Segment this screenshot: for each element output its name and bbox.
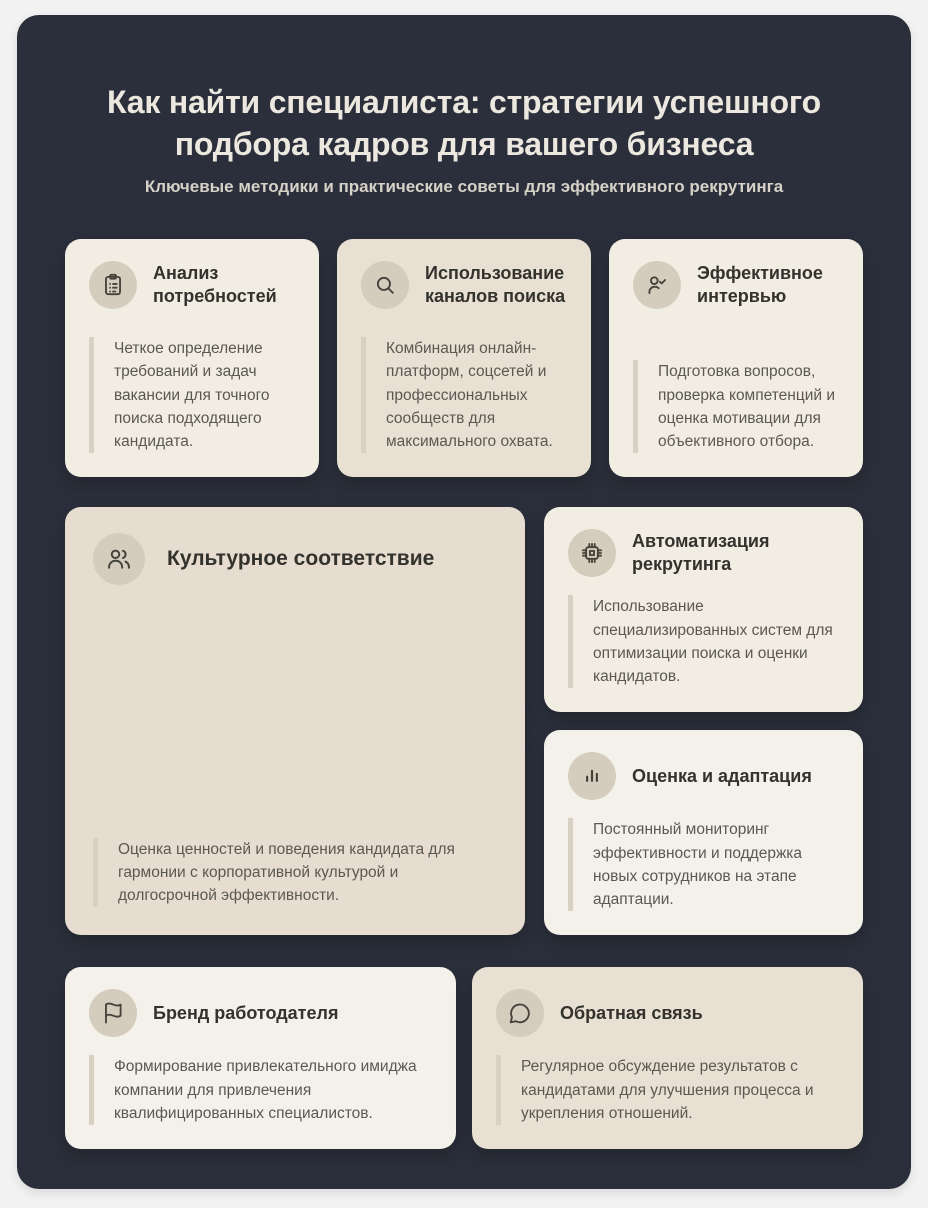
card-body: Четкое определение требований и задач вакансии для точного поиска подходящего кандидата.: [89, 337, 295, 453]
card-effective-interview: [609, 239, 863, 477]
chip-icon: [568, 529, 616, 577]
card-evaluation-adaptation: [544, 730, 863, 935]
card-recruiting-automation: [544, 507, 863, 712]
bar-chart-icon: [568, 752, 616, 800]
card-feedback: [472, 967, 863, 1149]
card-title: Анализ потребностей: [153, 263, 277, 307]
clipboard-icon: [89, 261, 137, 309]
card-body: Комбинация онлайн-платформ, соцсетей и профессиональных сообществ для максимального охвата.: [361, 337, 567, 453]
card-needs-analysis: [65, 239, 319, 477]
page-subtitle: Ключевые методики и практические советы для эффективного рекрутинга: [144, 177, 784, 197]
card-body: Использование специализированных систем для оптимизации поиска и оценки кандидатов.: [568, 595, 839, 688]
search-icon: [361, 261, 409, 309]
card-head: [496, 989, 839, 1037]
cards-row-1: [65, 239, 863, 477]
card-head: [93, 533, 497, 585]
card-head: [89, 989, 432, 1037]
infographic-panel: [17, 15, 911, 1189]
card-title: Бренд работодателя: [153, 1002, 339, 1023]
card-title: Использование каналов поиска: [425, 263, 566, 307]
card-title: Автоматизация рекрутинга: [632, 531, 770, 575]
cards-right-column: [544, 507, 863, 935]
page-title: Как найти специалиста: стратегии успешного подбора кадров для вашего бизнеса: [107, 84, 821, 163]
flag-icon: [89, 989, 137, 1037]
people-icon: [93, 533, 145, 585]
person-check-icon: [633, 261, 681, 309]
card-title: Эффективное интервью: [697, 263, 823, 307]
card-body: Подготовка вопросов, проверка компетенций и оценка мотивации для объективного отбора.: [633, 360, 839, 453]
speech-bubble-icon: [496, 989, 544, 1037]
card-head: [568, 752, 839, 800]
card-title: Оценка и адаптация: [632, 765, 812, 786]
card-employer-brand: [65, 967, 456, 1149]
card-search-channels: [337, 239, 591, 477]
card-head: [361, 261, 567, 309]
header: [65, 15, 863, 197]
card-head: [568, 529, 839, 577]
card-head: [89, 261, 295, 309]
card-title: Обратная связь: [560, 1002, 703, 1023]
card-title: Культурное соответствие: [167, 547, 435, 571]
card-body: Оценка ценностей и поведения кандидата для гармонии с корпоративной культурой и долгосрочной эффективности.: [93, 838, 497, 908]
card-cultural-fit: [65, 507, 525, 935]
cards-row-2: [65, 507, 863, 935]
card-body: Регулярное обсуждение результатов с кандидатами для улучшения процесса и укрепления отношений.: [496, 1055, 839, 1125]
cards-row-3: [65, 967, 863, 1149]
card-body: Постоянный мониторинг эффективности и поддержка новых сотрудников на этапе адаптации.: [568, 818, 839, 911]
card-head: [633, 261, 839, 309]
card-body: Формирование привлекательного имиджа компании для привлечения квалифицированных специалистов.: [89, 1055, 432, 1125]
